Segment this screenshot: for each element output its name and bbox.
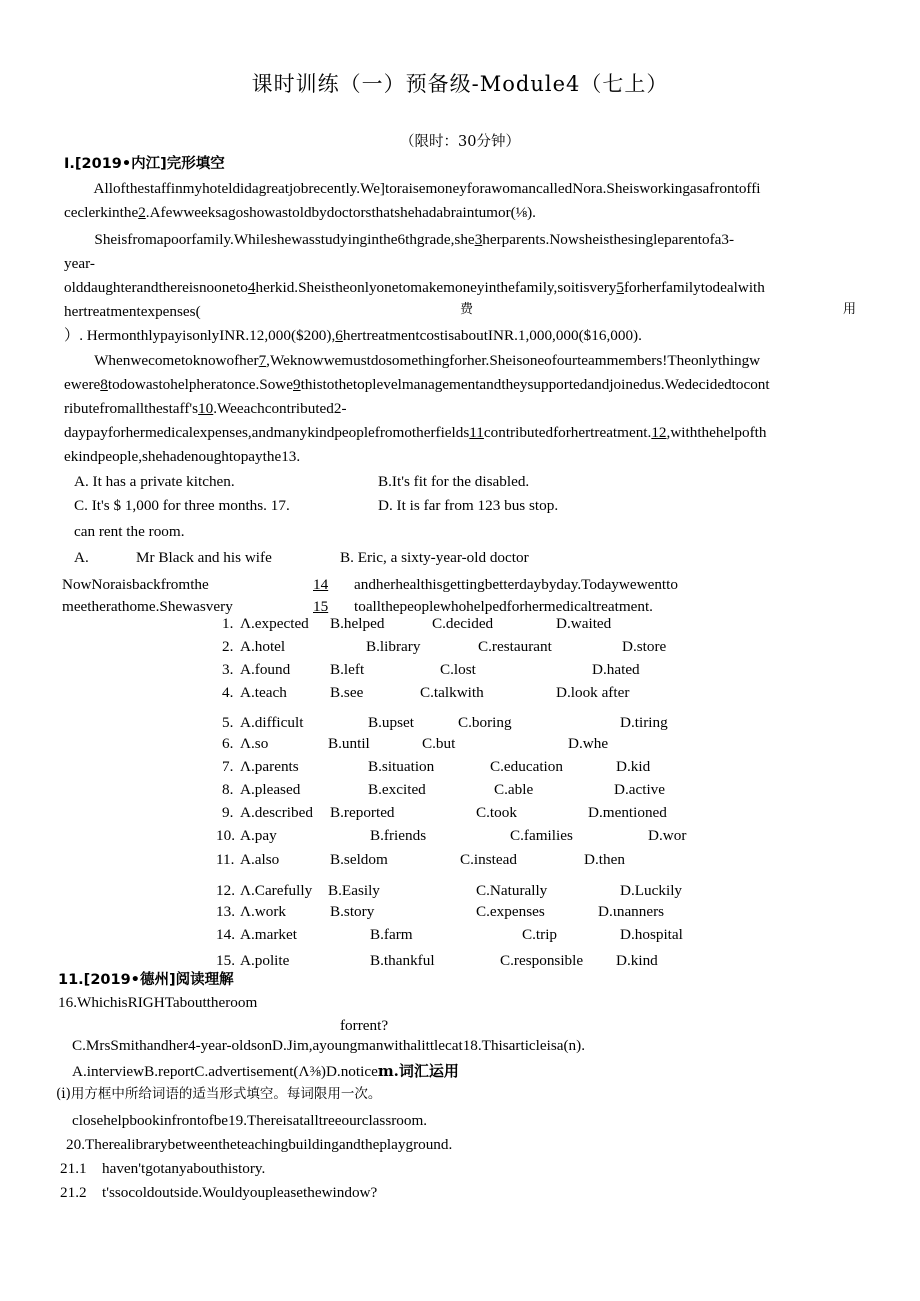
cloze-row-3-b[interactable]: B.left [330, 661, 365, 678]
cloze-row-14-d[interactable]: D.hospital [620, 926, 683, 943]
option-d-room[interactable]: D. It is far from 123 bus stop. [378, 497, 559, 514]
cloze-row-15-b[interactable]: B.thankful [370, 952, 435, 969]
blank-5: 5 [616, 279, 624, 296]
blank-12: 12 [651, 424, 667, 441]
para-3-line-2-pre: ewere [64, 376, 101, 393]
blank-15: 15 [313, 598, 329, 615]
cloze-row-9-d[interactable]: D.mentioned [588, 804, 667, 821]
cloze-row-6-num: 6. [222, 735, 234, 752]
question-16-continuation: forrent? [340, 1017, 389, 1034]
cloze-row-11-d[interactable]: D.then [584, 851, 625, 868]
blank-14: 14 [313, 576, 329, 593]
para-2-line-3-mid: herkid.Sheistheonlyonetomakemoneyinthefamily,soitisvery [255, 279, 617, 296]
cloze-row-8-c[interactable]: C.able [494, 781, 534, 798]
cloze-row-12-a[interactable]: Λ.Carefully [240, 882, 313, 899]
question-21-2-text: t'ssocoldoutside.Wouldyoupleasethewindow? [102, 1184, 378, 1201]
cloze-row-2-a[interactable]: A.hotel [240, 638, 286, 655]
option-a-room[interactable]: A. It has a private kitchen. [74, 473, 235, 490]
para-1-line-2 [64, 205, 536, 220]
cloze-row-10-num: 10. [216, 827, 235, 844]
option-b-room[interactable]: B.It's fit for the disabled. [378, 473, 530, 490]
gloss-yong: 用 [843, 302, 857, 317]
cloze-row-10-b[interactable]: B.friends [370, 827, 427, 844]
blank-11: 11 [469, 424, 484, 441]
cloze-row-12-num: 12. [216, 882, 235, 899]
section-3-heading: m.词汇运用 [377, 1062, 459, 1080]
flow-line-1-left: NowNoraisbackfromthe [62, 576, 209, 593]
question-17-options[interactable]: C.MrsSmithandher4-year-oldsonD.Jim,ayoungmanwithalittlecat18.Thisarticleisa(n). [72, 1037, 586, 1054]
cloze-row-3-c[interactable]: C.lost [440, 661, 476, 678]
cloze-row-5-num: 5. [222, 714, 234, 731]
cloze-row-4-c[interactable]: C.talkwith [420, 684, 484, 701]
para-3-line-4-pre: daypayforhermedicalexpenses,andmanykindpeoplefromotherfields [64, 424, 470, 441]
section-3-subheading: (i)用方框中所给词语的适当形式填空。每词限用一次。 [56, 1086, 382, 1102]
para-2-line-2: year- [64, 255, 95, 272]
cloze-row-13-num: 13. [216, 903, 235, 920]
cloze-row-1-num: 1. [222, 615, 234, 632]
para-2-line-1-pre: Sheisfromapoorfamily.Whileshewasstudyinginthe6thgrade,she [64, 231, 475, 248]
para-3-line-2-mid: todowastohelpheratonce.Sowe [107, 376, 293, 393]
blank-8: 8 [100, 376, 108, 393]
para-1-line-1: Allofthestaffinmyhoteldidagreatjobrecently.We]toraisemoneyforawomancalledNora.Sheisworkingasafrontoffi [64, 180, 761, 197]
cloze-row-11-c[interactable]: C.instead [460, 851, 517, 868]
para-3-line-5: ekindpeople,shehadenoughtopaythe13. [64, 448, 301, 465]
cloze-row-12-c[interactable]: C.Naturally [476, 882, 548, 899]
cloze-row-3-d[interactable]: D.hated [592, 661, 640, 678]
cloze-row-13-a[interactable]: Λ.work [240, 903, 287, 920]
para-1-line-2-post: .Afewweeksagoshowastoldbydoctorsthatshehadabraintumor(⅛). [145, 204, 536, 221]
cloze-row-1-d[interactable]: D.waited [556, 615, 612, 632]
blank-9: 9 [293, 376, 301, 393]
blank-4: 4 [247, 279, 256, 296]
question-21-1-num: 21.1 [60, 1160, 87, 1177]
cloze-row-5-d[interactable]: D.tiring [620, 714, 668, 731]
para-3-line-1-post: ,Weknowwemustdosomethingforher.Sheisoneofourteammembers!Theonlythingw [266, 352, 761, 369]
para-2-line-5 [64, 328, 642, 343]
page-title: 课时训练（一）预备级-Module4（七上） [251, 72, 669, 96]
cloze-row-14-a[interactable]: A.market [240, 926, 297, 943]
flow-line-1-right: andherhealthisgettingbetterdaybyday.Todaywewentto [354, 576, 678, 593]
cloze-row-2-c[interactable]: C.restaurant [478, 638, 552, 655]
time-limit-note: （限时：30分钟） [400, 134, 520, 150]
cloze-row-5-b[interactable]: B.upset [368, 714, 414, 731]
cloze-row-7-c[interactable]: C.education [490, 758, 563, 775]
para-3-line-1 [64, 353, 760, 368]
para-2-line-3 [64, 280, 765, 295]
cloze-row-14-num: 14. [216, 926, 235, 943]
question-20: 20.Therealibrarybetweentheteachingbuildingandtheplayground. [66, 1136, 453, 1153]
para-2-line-4: hertreatmentexpenses( [64, 303, 201, 320]
cloze-row-9-c[interactable]: C.took [476, 804, 517, 821]
cloze-row-2-b[interactable]: B.library [366, 638, 421, 655]
cloze-row-7-num: 7. [222, 758, 234, 775]
cloze-row-12-b[interactable]: B.Easily [328, 882, 380, 899]
para-2-line-5-pre: ）. HermonthlypayisonlyINR.12,000($200), [64, 327, 336, 344]
cloze-row-3-a[interactable]: A.found [240, 661, 291, 678]
cloze-row-9-num: 9. [222, 804, 234, 821]
cloze-row-8-d[interactable]: D.active [614, 781, 666, 798]
cloze-row-9-b[interactable]: B.reported [330, 804, 395, 821]
cloze-row-5-a[interactable]: A.difficult [240, 714, 304, 731]
section-2-heading: 11.[2019•德州]阅读理解 [58, 972, 234, 988]
option-a-person[interactable]: Mr Black and his wife [136, 549, 272, 566]
blank-10: 10 [198, 400, 214, 417]
cloze-row-8-a[interactable]: A.pleased [240, 781, 301, 798]
para-3-line-4-mid: contributedforhertreatment. [483, 424, 652, 441]
para-2-line-3-pre: olddaughterandthereisnooneto [64, 279, 248, 296]
flow-line-2-left: meetherathome.Shewasvery [62, 598, 233, 615]
cloze-row-1-a[interactable]: Λ.expected [240, 615, 309, 632]
blank-6: 6 [335, 327, 343, 344]
cloze-row-10-a[interactable]: A.pay [240, 827, 277, 844]
cloze-row-5-c[interactable]: C.boring [458, 714, 512, 731]
cloze-row-6-a[interactable]: Λ.so [240, 735, 269, 752]
cloze-row-6-b[interactable]: B.until [328, 735, 370, 752]
cloze-row-15-d[interactable]: D.kind [616, 952, 658, 969]
flow-line-2-right: toallthepeoplewhohelpedforhermedicaltreatment. [354, 598, 653, 615]
question-21-1-text: haven'tgotanyabouthistory. [102, 1160, 266, 1177]
cloze-row-13-b[interactable]: B.story [330, 903, 375, 920]
cloze-row-4-num: 4. [222, 684, 234, 701]
word-bank-line: closehelpbookinfrontofbe19.Thereisatalltreeourclassroom. [72, 1112, 428, 1129]
cloze-row-7-d[interactable]: D.kid [616, 758, 651, 775]
cloze-row-11-a[interactable]: A.also [240, 851, 280, 868]
blank-2: 2 [138, 204, 146, 221]
cloze-row-15-a[interactable]: A.polite [240, 952, 290, 969]
cloze-row-13-d[interactable]: D.ιnanners [598, 903, 665, 920]
cloze-row-3-num: 3. [222, 661, 234, 678]
cloze-row-14-b[interactable]: B.farm [370, 926, 413, 943]
section-1-heading: I.[2019•内江]完形填空 [64, 156, 225, 172]
cloze-row-12-d[interactable]: D.Luckily [620, 882, 683, 899]
para-3-line-3-post: .Weeachcontributed2- [213, 400, 347, 417]
cloze-row-15-num: 15. [216, 952, 235, 969]
cloze-row-9-a[interactable]: A.described [240, 804, 313, 821]
question-18-options-text: A.interviewB.reportC.advertisement(Λ⅜)D.notice [72, 1063, 378, 1080]
question-16: 16.WhichisRIGHTabouttheroom [58, 994, 258, 1011]
cloze-row-7-b[interactable]: B.situation [368, 758, 435, 775]
option-rent-continuation: can rent the room. [74, 523, 185, 540]
cloze-row-10-d[interactable]: D.wor [648, 827, 687, 844]
cloze-row-7-a[interactable]: Λ.parents [240, 758, 299, 775]
para-3-line-2-post: thistothetoplevelmanagementandtheysupportedandjoinedus.Wedecidedtocont [300, 376, 770, 393]
gloss-fei: 费 [460, 302, 474, 317]
para-3-line-3 [64, 401, 347, 416]
cloze-row-4-a[interactable]: A.teach [240, 684, 287, 701]
cloze-row-2-num: 2. [222, 638, 234, 655]
cloze-row-11-num: 11. [216, 851, 235, 868]
cloze-row-8-b[interactable]: B.excited [368, 781, 426, 798]
para-2-line-1 [64, 232, 734, 247]
option-b-person[interactable]: B. Eric, a sixty-year-old doctor [340, 549, 529, 566]
cloze-row-14-c[interactable]: C.trip [522, 926, 558, 943]
blank-7: 7 [258, 352, 267, 369]
para-1-line-2-pre: ceclerkinthe [64, 204, 139, 221]
para-3-line-1-pre: Whenwecometoknowofher [64, 352, 259, 369]
cloze-row-4-b[interactable]: B.see [330, 684, 364, 701]
cloze-row-13-c[interactable]: C.expenses [476, 903, 545, 920]
cloze-row-2-d[interactable]: D.store [622, 638, 667, 655]
option-c-room[interactable]: C. It's $ 1,000 for three months. 17. [74, 497, 290, 514]
blank-3: 3 [474, 231, 483, 248]
cloze-row-1-b[interactable]: B.helped [330, 615, 385, 632]
para-3-line-4-post: ,withthehelpofth [666, 424, 767, 441]
para-2-line-5-post: hertreatmentcostisaboutINR.1,000,000($16,000). [342, 327, 642, 344]
para-3-line-3-pre: ributefromallthestaff's [64, 400, 199, 417]
para-2-line-1-post: herparents.Nowsheisthesingleparentofa3- [482, 231, 735, 248]
cloze-row-4-d[interactable]: D.look after [556, 684, 630, 701]
cloze-row-10-c[interactable]: C.families [510, 827, 573, 844]
cloze-row-6-c[interactable]: C.but [422, 735, 456, 752]
question-18-options[interactable] [72, 1064, 459, 1079]
cloze-row-6-d[interactable]: D.whe [568, 735, 609, 752]
cloze-row-11-b[interactable]: B.seldom [330, 851, 388, 868]
cloze-row-15-c[interactable]: C.responsible [500, 952, 584, 969]
cloze-row-1-c[interactable]: C.decided [432, 615, 494, 632]
question-21-2-num: 21.2 [60, 1184, 87, 1201]
para-2-line-3-post: forherfamilytodealwith [624, 279, 765, 296]
cloze-row-8-num: 8. [222, 781, 234, 798]
option-a-person-label[interactable]: A. [74, 549, 89, 566]
para-3-line-4 [64, 425, 766, 440]
para-3-line-2 [64, 377, 770, 392]
